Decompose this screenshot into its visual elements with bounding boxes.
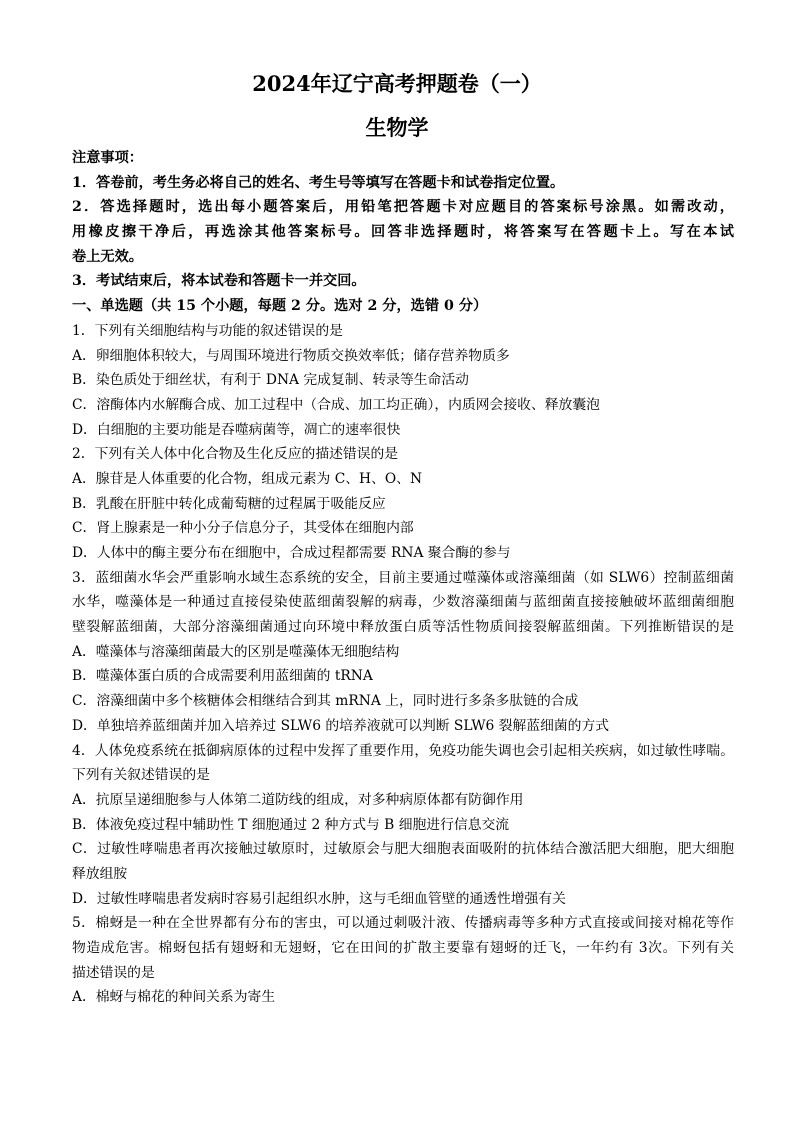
option-a: A．抗原呈递细胞参与人体第二道防线的组成，对多种病原体都有防御作用 (72, 791, 524, 808)
option-d: D．白细胞的主要功能是吞噬病菌等，凋亡的速率很快 (72, 421, 401, 438)
option-c-continued: 释放组胺 (72, 865, 128, 882)
option-c: C．溶酶体内水解酶合成、加工过程中（合成、加工均正确），内质网会接收、释放囊泡 (72, 396, 600, 413)
option-a: A．腺苷是人体重要的化合物，组成元素为 C、H、O、N (72, 470, 423, 487)
question-stem: 描述错误的是 (72, 964, 155, 981)
option-b: B．乳酸在肝脏中转化成葡萄糖的过程属于吸能反应 (72, 495, 386, 512)
option-a: A．噬藻体与溶藻细菌最大的区别是噬藻体无细胞结构 (72, 643, 400, 660)
question-stem: 1．下列有关细胞结构与功能的叙述错误的是 (72, 322, 343, 339)
option-b: B．噬藻体蛋白质的合成需要利用蓝细菌的 tRNA (72, 668, 373, 685)
option-d: D．人体中的酶主要分布在细胞中，合成过程都需要 RNA 聚合酶的参与 (72, 545, 511, 561)
question-stem: 水华，噬藻体是一种通过直接侵染使蓝细菌裂解的病毒，少数溶藻细菌与蓝细菌直接接触破坏蓝细菌细胞 (72, 594, 734, 611)
question-stem: 物造成危害。棉蚜包括有翅蚜和无翅蚜，它在田间的扩散主要靠有翅蚜的迁飞，一年约有 3次。下列有关 (72, 940, 734, 956)
note-line: 2．答选择题时，选出每小题答案后，用铅笔把答题卡对应题目的答案标号涂黑。如需改动， (72, 199, 734, 216)
note-line: 3．考试结束后，将本试卷和答题卡一并交回。 (72, 273, 366, 290)
exam-content (72, 146, 734, 1010)
notes-heading: 注意事项： (72, 150, 143, 166)
note-line: 1．答卷前，考生务必将自己的姓名、考生号等填写在答题卡和试卷指定位置。 (72, 174, 565, 191)
section-heading: 一、单选题（共 15 个小题，每题 2 分。选对 2 分，选错 0 分） (72, 298, 488, 315)
option-d: D．过敏性哮喘患者发病时容易引起组织水肿，这与毛细血管壁的通透性增强有关 (72, 890, 566, 907)
question-stem: 2．下列有关人体中化合物及生化反应的描述错误的是 (72, 446, 399, 463)
subject-title: 生物学 (365, 115, 429, 140)
option-b: B．染色质处于细丝状，有利于 DNA 完成复制、转录等生命活动 (72, 372, 469, 389)
question-stem: 壁裂解蓝细菌，大部分溶藻细菌通过向环境中释放蛋白质等活性物质间接裂解蓝细菌。下列推断错误的是 (72, 619, 734, 636)
option-c: C．肾上腺素是一种小分子信息分子，其受体在细胞内部 (72, 520, 414, 537)
question-stem: 下列有关叙述错误的是 (72, 767, 210, 784)
question-stem: 4．人体免疫系统在抵御病原体的过程中发挥了重要作用，免疫功能失调也会引起相关疾病，如过敏性哮喘。 (72, 742, 734, 759)
question-stem: 5．棉蚜是一种在全世界都有分布的害虫，可以通过刺吸汁液、传播病毒等多种方式直接或间接对棉花等作 (72, 915, 734, 932)
option-d: D．单独培养蓝细菌并加入培养过 SLW6 的培养液就可以判断 SLW6 裂解蓝细菌的方式 (72, 717, 610, 734)
option-a: A．棉蚜与棉花的种间关系为寄生 (72, 989, 276, 1006)
option-c: C．溶藻细菌中多个核糖体会相继结合到其 mRNA 上，同时进行多条多肽链的合成 (72, 693, 579, 710)
note-line: 用橡皮擦干净后，再选涂其他答案标号。回答非选择题时，将答案写在答题卡上。写在本试 (72, 224, 734, 241)
question-stem: 3．蓝细菌水华会严重影响水域生态系统的安全，目前主要通过噬藻体或溶藻细菌（如 SLW6）控制蓝细菌 (72, 569, 734, 586)
option-a: A．卵细胞体积较大，与周围环境进行物质交换效率低；储存营养物质多 (72, 347, 510, 364)
note-line: 卷上无效。 (72, 248, 143, 265)
option-c: C．过敏性哮喘患者再次接触过敏原时，过敏原会与肥大细胞表面吸附的抗体结合激活肥大细胞，肥大细胞 (72, 841, 734, 858)
exam-title: 2024年辽宁高考押题卷（一） (252, 71, 542, 96)
option-b: B．体液免疫过程中辅助性 T 细胞通过 2 种方式与 B 细胞进行信息交流 (72, 816, 510, 833)
